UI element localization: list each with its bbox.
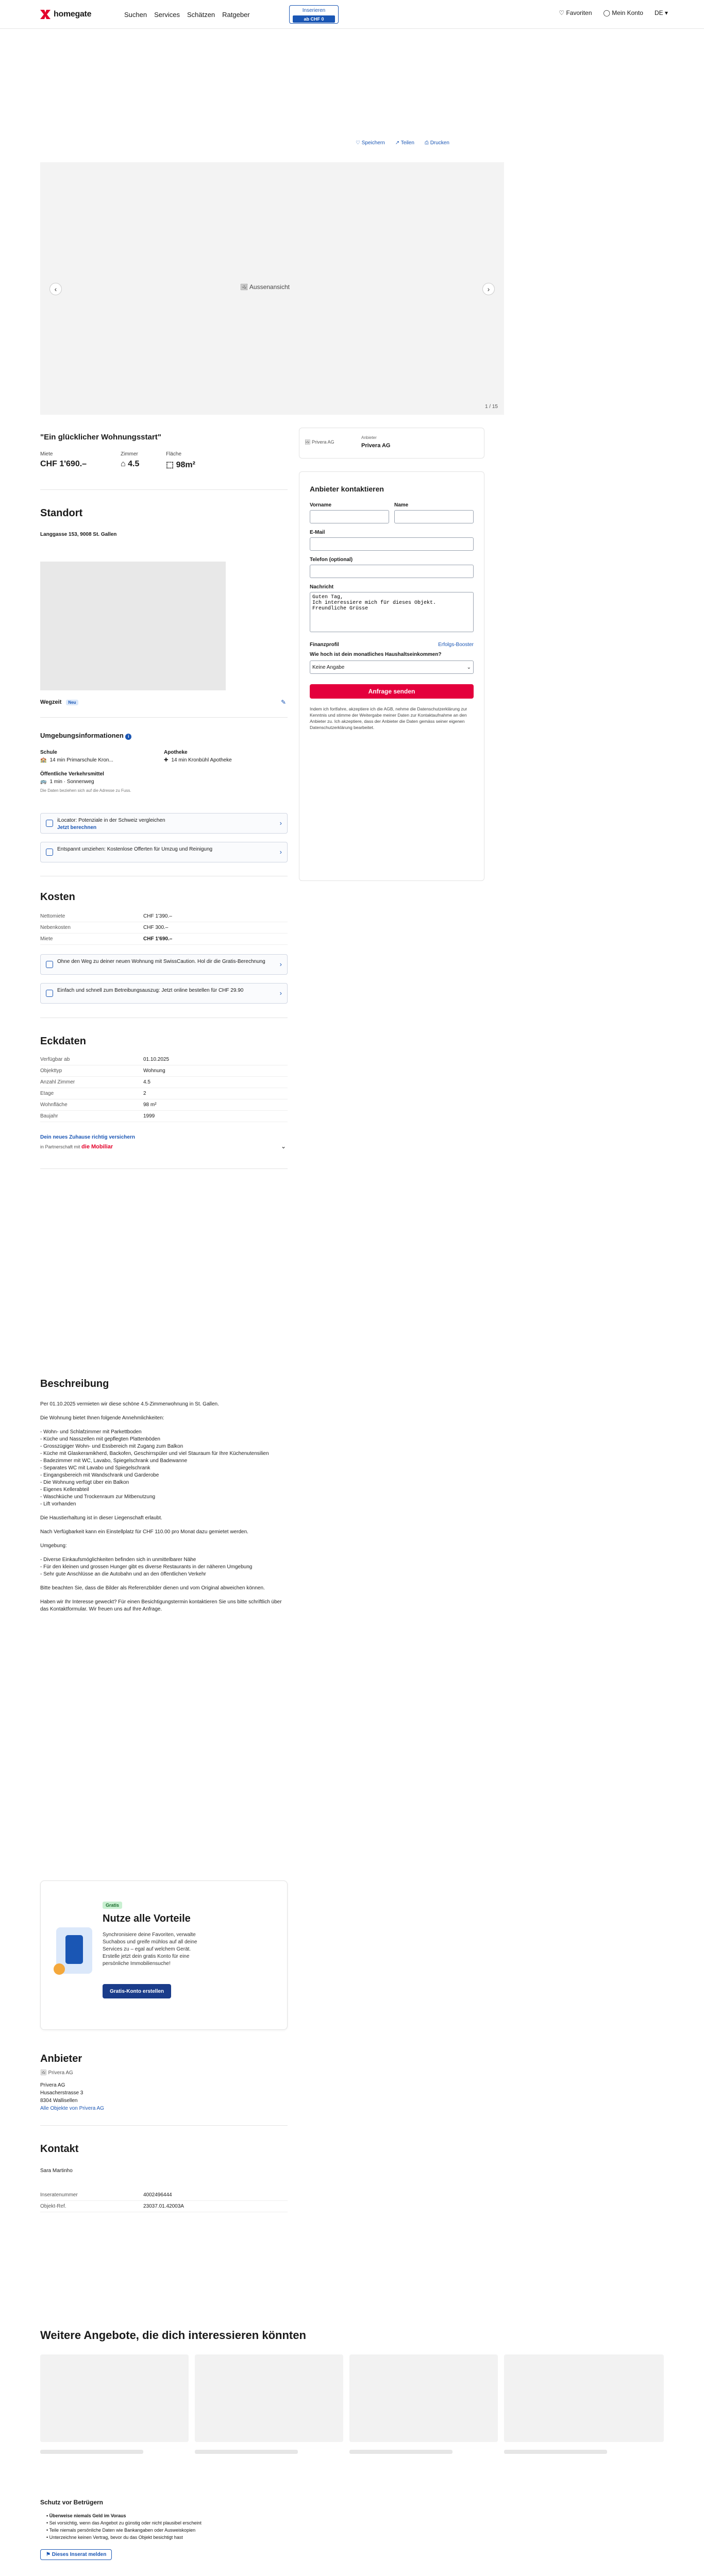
account-label: Mein Konto: [612, 9, 643, 16]
description-heading: Beschreibung: [40, 1378, 109, 1389]
provider-heading: Anbieter: [40, 2053, 82, 2064]
cost-value: CHF 1'690.–: [143, 936, 173, 942]
area-number: 98m²: [176, 461, 195, 469]
agent-name: Privera AG: [361, 443, 391, 449]
keydata-value: 01.10.2025: [143, 1057, 170, 1062]
agent-logo-alt: Privera AG: [311, 439, 334, 445]
rent-label: Miete: [40, 451, 53, 457]
rooms-value: ⌂ 4.5: [121, 460, 140, 468]
print-button[interactable]: ⎙ Drucken: [424, 140, 449, 146]
provider-street: Husacherstrasse 3: [40, 2090, 83, 2096]
reference-row: [40, 2201, 288, 2212]
brand-name: homegate: [54, 10, 92, 19]
report-listing-label: Dieses Inserat melden: [52, 2552, 107, 2557]
promo-text: Synchronisiere deine Favoriten, verwalte Suchabos und greife mühlos auf all deine Services zu – egal auf welchem Gerät. Erstelle jetzt dein gratis Konto für eine persönliche Immobiliensuche!: [103, 1932, 197, 1967]
email-input[interactable]: [310, 537, 474, 551]
advertise-price: ab CHF 0: [293, 15, 335, 23]
keydata-row: [40, 1088, 288, 1099]
keydata-label: Objekttyp: [40, 1068, 62, 1074]
school-item: [40, 757, 113, 763]
chevron-right-icon: ›: [279, 989, 282, 997]
fraud-tip: • Überweise niemals Geld im Voraus: [46, 2513, 126, 2518]
print-label: Drucken: [430, 140, 449, 146]
chevron-down-icon: ⌄: [466, 664, 471, 670]
school-icon: 🏫: [40, 757, 47, 763]
contact-heading: Kontakt: [40, 2143, 79, 2155]
key-icon: [46, 961, 53, 968]
last-name-input[interactable]: [394, 510, 474, 523]
keydata-value: Wohnung: [143, 1068, 165, 1074]
keydata-label: Anzahl Zimmer: [40, 1079, 75, 1085]
keydata-value: 4.5: [143, 1079, 150, 1085]
chevron-down-icon[interactable]: ⌄: [281, 1143, 287, 1150]
keydata-label: Etage: [40, 1091, 54, 1096]
chevron-right-icon: ›: [279, 960, 282, 968]
provider-logo-alt: Privera AG: [48, 2070, 73, 2076]
keydata-label: Wohnfläche: [40, 1102, 68, 1108]
success-booster-link[interactable]: Erfolgs-Booster: [438, 642, 474, 648]
keydata-row: [40, 1077, 288, 1088]
surroundings-title: Umgebungsinformationen: [40, 732, 124, 739]
income-select[interactable]: [310, 660, 474, 674]
cost-row: [40, 922, 288, 934]
email-label: E-Mail: [310, 530, 325, 535]
language-label: DE: [654, 9, 663, 16]
last-name-label: Name: [394, 502, 409, 508]
reference-table: [40, 2190, 288, 2212]
cost-label: Miete: [40, 936, 53, 942]
promo-title: Nutze alle Vorteile: [103, 1913, 191, 1924]
description-paragraph: Die Haustierhaltung ist in dieser Liegenschaft erlaubt.: [40, 1515, 162, 1521]
reference-value: 4002496444: [143, 2192, 172, 2198]
gallery-counter: 1 / 15: [484, 404, 498, 410]
keydata-value: 98 m²: [143, 1102, 157, 1108]
mobiliar-logo: die Mobiliar: [81, 1144, 113, 1150]
chevron-right-icon: ›: [279, 848, 282, 856]
bus-icon: 🚌: [40, 779, 47, 785]
agent-logo: 🖼 Privera AG: [305, 439, 334, 445]
ilocator-link[interactable]: Jetzt berechnen: [57, 825, 97, 831]
pharmacy-text: 14 min Kronbühl Apotheke: [171, 757, 232, 763]
divider: [40, 1168, 288, 1169]
save-button[interactable]: ♡ Speichern: [356, 140, 385, 146]
nav-item-schaetzen[interactable]: Schätzen: [187, 11, 215, 19]
description-paragraph: Umgebung:: [40, 1543, 67, 1549]
promo-illustration: [51, 1917, 97, 1979]
ilocator-box[interactable]: [40, 813, 288, 834]
keydata-row: [40, 1054, 288, 1065]
gallery-next-icon[interactable]: ›: [482, 283, 495, 295]
form-heading: Anbieter kontaktieren: [310, 485, 384, 493]
placeholder-line: [195, 2450, 298, 2454]
moving-box[interactable]: [40, 842, 288, 862]
debt-box[interactable]: [40, 983, 288, 1004]
similar-listing-card[interactable]: [504, 2354, 664, 2442]
free-badge: Gratis: [103, 1902, 122, 1909]
first-name-label: Vorname: [310, 502, 332, 508]
account-promo: [40, 1880, 288, 2030]
message-label: Nachricht: [310, 584, 334, 590]
description-paragraph: Per 01.10.2025 vermieten wir diese schöne 4.5-Zimmerwohnung in St. Gallen.: [40, 1401, 219, 1407]
fraud-tip-text: Sei vorsichtig, wenn das Angebot zu günstig oder nicht plausibel erscheint: [49, 2520, 202, 2526]
first-name-input[interactable]: [310, 510, 389, 523]
similar-listing-card[interactable]: [349, 2354, 498, 2442]
fraud-tip: • Teile niemals persönliche Daten wie Bankangaben oder Ausweiskopien: [46, 2528, 196, 2533]
calculator-icon: [46, 820, 53, 827]
homegate-logo[interactable]: [40, 10, 91, 19]
favorites-link[interactable]: ♡ Favoriten: [559, 9, 592, 16]
share-button[interactable]: ↗ Teilen: [395, 140, 414, 146]
deposit-box[interactable]: [40, 954, 288, 975]
edit-icon[interactable]: ✎: [281, 699, 287, 706]
costs-heading: Kosten: [40, 891, 75, 903]
divider: [40, 489, 288, 490]
send-inquiry-button[interactable]: Anfrage senden: [310, 684, 474, 699]
deposit-text: Ohne den Weg zu deiner neuen Wohnung mit SwissCaution. Hol dir die Gratis-Berechnung: [57, 959, 265, 964]
commute-row[interactable]: [40, 699, 78, 705]
advertise-label: Inserieren: [302, 8, 326, 13]
reference-row: [40, 2190, 288, 2201]
fraud-tip-text: Überweise niemals Geld im Voraus: [49, 2513, 126, 2518]
truck-icon: [46, 849, 53, 856]
description-list: - Diverse Einkaufsmöglichkeiten befinden sich in unmittelbarer Nähe - Für den kleinen und grossen Hunger gibt es diverse Restaurants in der näheren Umgebung - Sehr gute Anschlüsse an die Autobahn und an den öffentlichen Verkehr: [40, 1557, 253, 1577]
nav-item-ratgeber[interactable]: Ratgeber: [222, 11, 250, 19]
cost-row: [40, 934, 288, 945]
share-bar: [356, 140, 449, 146]
keydata-row: [40, 1065, 288, 1077]
cost-value: CHF 300.–: [143, 925, 169, 930]
report-listing-button[interactable]: ⚑ Dieses Inserat melden: [40, 2549, 112, 2560]
fraud-tip-text: Unterzeichne keinen Vertrag, bevor du das Objekt besichtigt hast: [49, 2535, 183, 2540]
provider-logo: 🖼 Privera AG: [40, 2070, 73, 2076]
save-label: Speichern: [361, 140, 385, 146]
fraud-tip: • Sei vorsichtig, wenn das Angebot zu günstig oder nicht plausibel erscheint: [46, 2520, 202, 2526]
account-link[interactable]: ◯ Mein Konto: [603, 9, 643, 16]
reference-label: Inseratenummer: [40, 2192, 78, 2198]
divider: [40, 717, 288, 718]
keydata-value: 1999: [143, 1113, 155, 1119]
main-nav: [124, 11, 250, 19]
fraud-tip: • Unterzeichne keinen Vertrag, bevor du das Objekt besichtigt hast: [46, 2535, 183, 2540]
provider-city: 8304 Wallisellen: [40, 2098, 78, 2104]
image-gallery[interactable]: [40, 162, 504, 415]
legal-notice: Indem ich fortfahre, akzeptiere ich die AGB, nehme die Datenschutzerklärung zur Kenntnis und stimme der Weitergabe meiner Daten zur Kontaktaufnahme an den Anbieter zu. Ich akzeptiere, dass der Anbieter die Daten gemäss seiner eigenen Datenschutzerklärung bearbeitet.: [310, 706, 467, 730]
gallery-image-alt: Aussenansicht: [249, 283, 290, 291]
partner-label: in Partnerschaft mit: [40, 1144, 80, 1149]
area-label: Fläche: [166, 451, 182, 457]
cost-label: Nettomiete: [40, 913, 65, 919]
chevron-right-icon: ›: [279, 819, 282, 827]
phone-label: Telefon (optional): [310, 557, 353, 563]
nav-item-services[interactable]: Services: [154, 11, 180, 19]
keydata-row: [40, 1099, 288, 1111]
rooms-number: 4.5: [128, 460, 140, 468]
transit-item: [40, 779, 94, 785]
cost-label: Nebenkosten: [40, 925, 71, 930]
provider-name: Privera AG: [40, 2082, 65, 2088]
placeholder-line: [40, 2450, 143, 2454]
pharmacy-item: [164, 757, 232, 763]
debt-text: Einfach und schnell zum Betreibungsauszug: Jetzt online bestellen für CHF 29.90: [57, 988, 244, 993]
description-paragraph: Nach Verfügbarkeit kann ein Einstellplatz für CHF 110.00 pro Monat dazu gemietet werden.: [40, 1529, 248, 1535]
reference-label: Objekt-Ref.: [40, 2204, 66, 2209]
pharmacy-icon: ✚: [164, 757, 169, 763]
fraud-tip-text: Teile niemals persönliche Daten wie Bankangaben oder Ausweiskopien: [49, 2528, 196, 2533]
finance-profile-label: Finanzprofil: [310, 642, 339, 648]
header: [0, 0, 704, 29]
language-switcher[interactable]: DE ▾: [654, 9, 668, 16]
divider: [40, 2125, 288, 2126]
rooms-label: Zimmer: [121, 451, 138, 457]
document-icon: [46, 990, 53, 997]
description-paragraph: Haben wir Ihr Interesse geweckt? Für einen Besichtigungstermin kontaktieren Sie uns bitte schriftlich über das Kontaktformular. Wir freuen uns auf Ihre Anfrage.: [40, 1599, 282, 1612]
ilocator-text: iLocator: Potenziale in der Schweiz vergleichen: [57, 818, 165, 823]
description-list: - Wohn- und Schlafzimmer mit Parkettboden - Küche und Nasszellen mit gepflegten Plattenböden - Grosszügiger Wohn- und Essbereich mit Zugang zum Balkon - Küche mit Glaskeramikherd, Backofen, Geschirrspüler und viel Stauraum für Ihre Küchenutensilien - Badezimmer mit WC, Lavabo, Spiegelschrank und Badewanne - Separates WC mit Lavabo und Spiegelschrank - Eingangsbereich mit Wandschrank und Garderobe - Die Wohnung verfügt über ein Balkon - Eigenes Kellerabteil - Waschküche und Trockenraum zur Mitbenutzung - Lift vorhanden: [40, 1429, 269, 1507]
keydata-label: Baujahr: [40, 1113, 58, 1119]
surroundings-heading: [40, 732, 131, 740]
advertise-button[interactable]: [289, 5, 339, 24]
address: Langgasse 153, 9008 St. Gallen: [40, 532, 117, 537]
header-actions: [559, 9, 668, 16]
income-question: Wie hoch ist dein monatliches Haushaltseinkommen?: [310, 652, 442, 657]
nav-item-suchen[interactable]: Suchen: [124, 11, 147, 19]
area-value: ⬚ 98m²: [166, 461, 195, 469]
insurance-link[interactable]: Dein neues Zuhause richtig versichern: [40, 1134, 135, 1140]
gallery-prev-icon[interactable]: ‹: [49, 283, 62, 295]
message-textarea[interactable]: [310, 592, 474, 632]
placeholder-line: [349, 2450, 452, 2454]
description-paragraph: Bitte beachten Sie, dass die Bilder als Referenzbilder dienen und vom Original abweichen können.: [40, 1585, 265, 1591]
gallery-image: 🖼 Aussenansicht: [240, 283, 290, 291]
new-badge: Neu: [66, 700, 78, 705]
pharmacy-heading: Apotheke: [164, 750, 188, 755]
similar-listing-card[interactable]: [195, 2354, 343, 2442]
provider-address: [40, 2081, 104, 2112]
transit-heading: Öffentliche Verkehrsmittel: [40, 771, 104, 777]
fraud-tips: [46, 2512, 202, 2541]
commute-label: Wegzeit: [40, 699, 62, 705]
income-selected-value: Keine Angabe: [312, 664, 345, 670]
map[interactable]: [40, 562, 226, 690]
school-heading: Schule: [40, 750, 57, 755]
keydata-value: 2: [143, 1091, 146, 1096]
moving-text: Entspannt umziehen: Kostenlose Offerten für Umzug und Reinigung: [57, 846, 213, 852]
phone-input[interactable]: [310, 565, 474, 578]
cost-row: [40, 911, 288, 922]
partner-row: [40, 1144, 113, 1150]
keydata-row: [40, 1111, 288, 1122]
school-text: 14 min Primarschule Kron...: [49, 757, 113, 763]
reference-value: 23037.01.42003A: [143, 2204, 184, 2209]
fraud-heading: Schutz vor Betrügern: [40, 2499, 104, 2506]
agent-card: [299, 428, 484, 459]
description-paragraph: Die Wohnung bietet Ihnen folgende Annehmlichkeiten:: [40, 1415, 164, 1421]
rent-value: CHF 1'690.–: [40, 460, 87, 468]
similar-listing-card[interactable]: [40, 2354, 189, 2442]
agent-label: Anbieter: [361, 435, 377, 440]
logo-mark-icon: [40, 10, 51, 19]
keydata-heading: Eckdaten: [40, 1036, 86, 1047]
listing-title: "Ein glücklicher Wohnungsstart": [40, 433, 161, 442]
transit-text: 1 min · Sonnenweg: [49, 779, 94, 785]
provider-all-objects-link[interactable]: Alle Objekte von Privera AG: [40, 2106, 104, 2111]
share-label: Teilen: [400, 140, 414, 146]
keydata-label: Verfügbar ab: [40, 1057, 70, 1062]
contact-person: Sara Martinho: [40, 2168, 73, 2174]
location-heading: Standort: [40, 507, 83, 519]
keydata-table: [40, 1054, 288, 1122]
contact-form: [299, 471, 484, 881]
cost-value: CHF 1'390.–: [143, 913, 172, 919]
description-body: [40, 1401, 288, 1620]
create-account-button[interactable]: Gratis-Konto erstellen: [103, 1984, 171, 1998]
favorites-label: Favoriten: [566, 9, 592, 16]
placeholder-line: [504, 2450, 607, 2454]
surroundings-note: Die Daten beziehen sich auf die Adresse zu Fuss.: [40, 788, 131, 793]
similar-heading: Weitere Angebote, die dich interessieren könnten: [40, 2329, 306, 2342]
costs-table: [40, 911, 288, 945]
info-icon[interactable]: i: [125, 734, 131, 740]
